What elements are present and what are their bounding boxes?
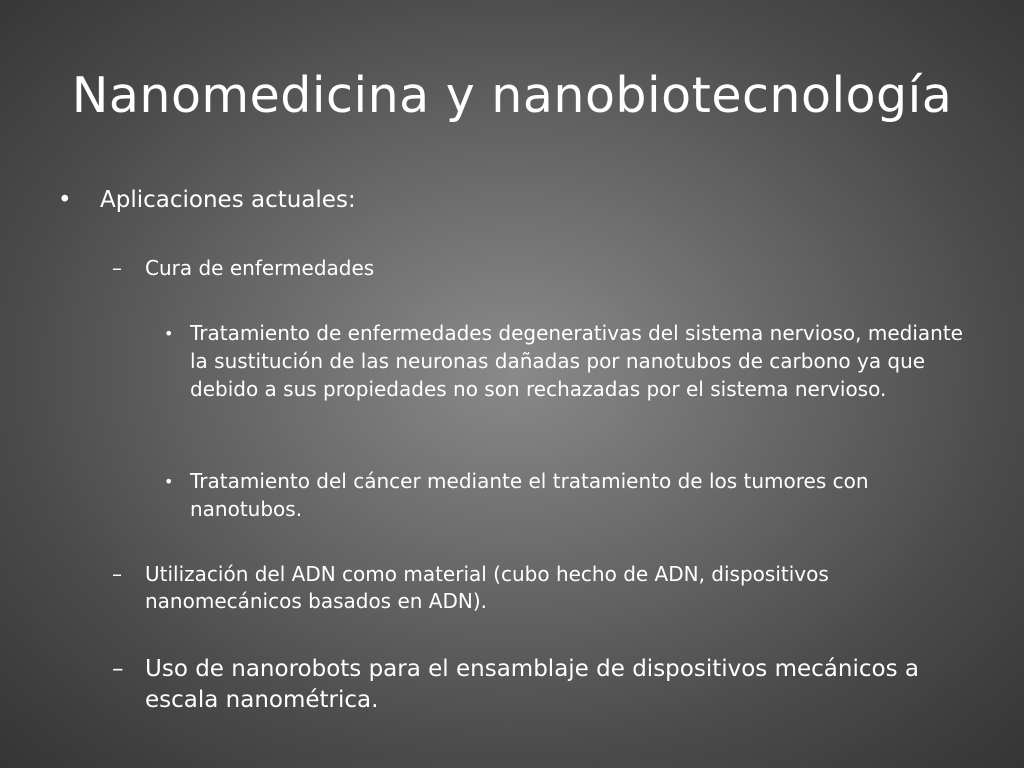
- subsubbullet-text: Tratamiento de enfermedades degenerativas del sistema nervioso, mediante la sustitución de las neuronas dañadas por nanotubos de carbono ya que debido a sus propiedades no son rechazadas por el sistema nervioso.: [190, 321, 963, 401]
- dash-icon: –: [112, 562, 122, 586]
- subbullet-text: Cura de enfermedades: [145, 256, 375, 280]
- bullet-text: Aplicaciones actuales:: [100, 187, 356, 213]
- dash-icon: –: [112, 656, 124, 682]
- subbullet-text: Uso de nanorobots para el ensamblaje de dispositivos mecánicos a escala nanométrica.: [145, 656, 919, 713]
- subbullet-adn: [112, 561, 972, 615]
- slide-title: Nanomedicina y nanobiotecnología: [71, 67, 953, 124]
- subbullet-nanorobots: [112, 654, 972, 716]
- bullet-dot-icon: •: [164, 472, 174, 491]
- bullet-dot-icon: •: [164, 324, 174, 343]
- subbullet-cura-enfermedades: [112, 255, 972, 282]
- subsubbullet-sistema-nervioso: [164, 319, 974, 403]
- subsubbullet-text: Tratamiento del cáncer mediante el tratamiento de los tumores con nanotubos.: [190, 469, 869, 521]
- subbullet-text: Utilización del ADN como material (cubo hecho de ADN, dispositivos nanomecánicos basados en ADN).: [145, 562, 829, 613]
- bullet-dot-icon: •: [58, 187, 72, 213]
- subsubbullet-cancer: [164, 467, 974, 523]
- bullet-aplicaciones-actuales: [56, 184, 976, 216]
- dash-icon: –: [112, 256, 122, 280]
